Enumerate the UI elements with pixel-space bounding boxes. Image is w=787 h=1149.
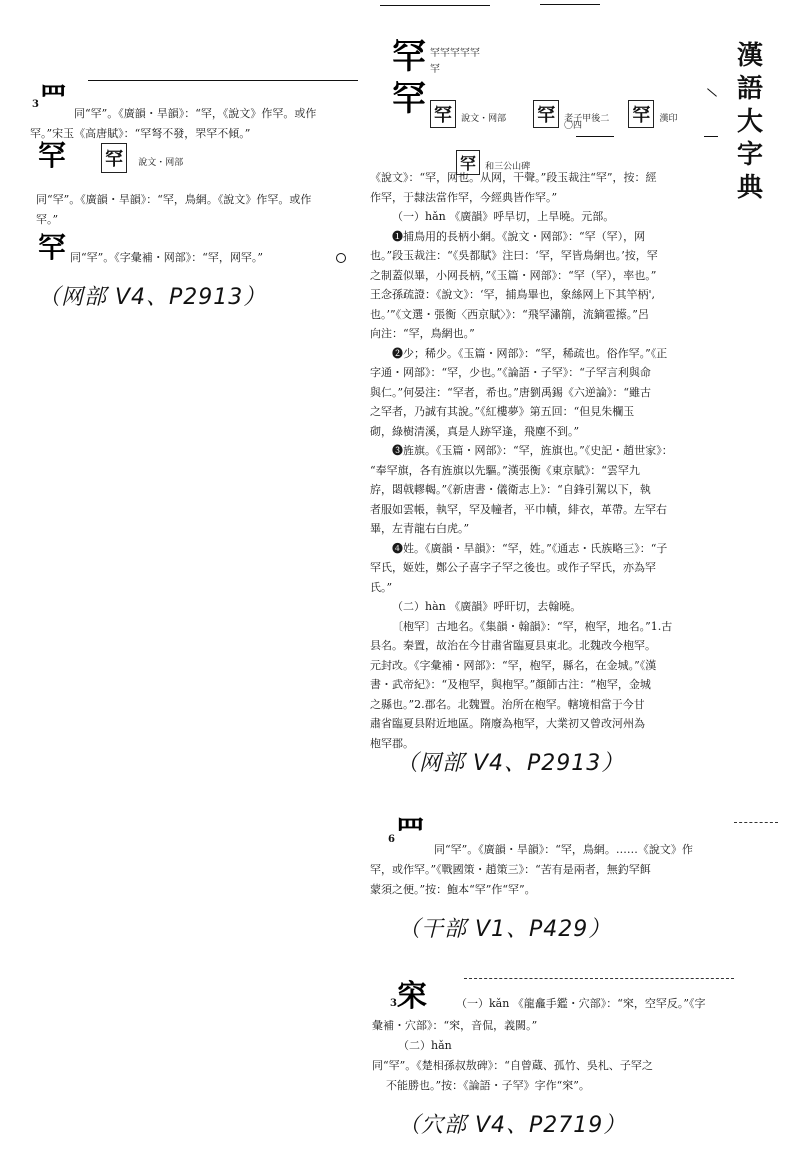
text-line: 罕氏，姬姓，鄭公子喜字子罕之後也。或作子罕氏，亦為罕	[370, 561, 656, 574]
text-line: 氏。”	[370, 580, 393, 594]
text-line: 《說文》：“罕，网也。从网，干聲。”段玉裁注“罕”，按：經	[370, 171, 657, 184]
text-line: ❹姓。《廣韻・旱韻》：“罕，姓。”《通志・氏族略三》：“子	[392, 541, 668, 555]
seal-source: 〇四	[564, 121, 583, 131]
text-line: 者服如雲帳，執罕，罕及幢者，平巾幘，緋衣，革帶。左罕右	[370, 502, 667, 516]
handwritten-note: （网部 V4、P2913）	[396, 751, 625, 776]
headword: 罕	[38, 231, 67, 264]
seal-form-icon: 罕	[101, 143, 127, 173]
text-line: 元封改。《字彙補・网部》：“罕，枹罕，縣名，在金城。”《漢	[370, 658, 657, 672]
text-line: 向注：“罕，鳥網也。”	[370, 327, 475, 340]
handwritten-note: （穴部 V4、P2719）	[398, 1113, 627, 1138]
stroke-number: 6	[388, 834, 395, 845]
text-line: 彙補・穴部》：“穼，音侃，義闕。”	[372, 1019, 538, 1032]
stroke-number: 3	[32, 99, 39, 110]
headword: 罒	[38, 81, 67, 114]
text-line: 枹罕郡。	[370, 736, 414, 750]
seal-source: 和三公山碑	[485, 162, 531, 172]
entry-mid-text	[370, 840, 770, 900]
title-char: 語	[736, 74, 763, 104]
text-line: ❸旌旗。《玉篇・网部》：“罕，旌旗也。”《史記・趙世家》：	[392, 444, 673, 457]
title-char: 字	[736, 140, 763, 170]
text-line: 之罕者，乃誠有其說。”《紅樓夢》第五回：“但見朱欄玉	[370, 405, 635, 418]
rule	[707, 88, 717, 96]
variant-forms: 罕罕罕罕罕	[430, 48, 480, 59]
entry-bottom	[390, 979, 427, 1014]
text-line: 同“罕”。《廣韻・旱韻》：“罕，《說文》作罕。或作	[74, 107, 317, 120]
text-line: ❶捕鳥用的長柄小網。《說文・网部》：“罕（罕），网	[392, 229, 646, 243]
text-line: 也。”段玉裁注：“《吳都賦》注曰：‘罕，罕皆鳥網也。’按，罕	[370, 249, 658, 262]
entry-left-2-text	[36, 190, 366, 230]
seal-source: 老子甲後二	[564, 114, 610, 124]
main-headword-1	[392, 37, 426, 77]
entry-bottom-text	[372, 1016, 772, 1096]
text-line: 之縣也。”2.郡名。北魏置。治所在枹罕。轄境相當于今甘	[370, 697, 645, 711]
seal-source: 漢印	[659, 114, 678, 124]
dashed-rule	[464, 978, 734, 979]
headword: 罒	[394, 815, 425, 850]
seal-form-icon: 罕	[430, 100, 456, 128]
text-line: 同“罕”。《楚相孫叔敖碑》：“自曾蔵、孤竹、吳札、子罕之	[372, 1059, 653, 1072]
text-line: 作罕，于隸法當作罕，今經典皆作罕。”	[370, 190, 558, 204]
title-char: 典	[736, 173, 763, 203]
text-line: （一）kǎn 《龍龕手鑑・穴部》：“穼，空罕反。”《字	[456, 997, 706, 1010]
seal-source: 說文・网部	[138, 158, 184, 168]
text-line: 罕，或作罕。”《戰國策・趙策三》：“苦有是兩者，無釣罕餌	[370, 863, 651, 876]
text-line: 與仁。”何晏注：“罕者，希也。”唐劉禹錫《六逆論》：“雖古	[370, 385, 651, 399]
text-line: 之制蓋似畢，小网長柄，”《玉篇・网部》：“罕（罕），率也。”	[370, 268, 657, 282]
text-line: 同“罕”。《廣韻・旱韻》：“罕，鳥網。……《說文》作	[434, 843, 693, 856]
handwritten-note: （干部 V1、P429）	[398, 917, 612, 942]
headword: 罕	[392, 79, 426, 119]
seal-source: 說文・网部	[461, 114, 507, 124]
text-line: 同“罕”。《廣韻・旱韻》：“罕，鳥網。《說文》作罕。或作	[36, 193, 312, 206]
rule	[704, 136, 718, 137]
left-rule	[88, 80, 358, 81]
text-line: 字通・网部》：“罕，少也。”《論語・子罕》：“子罕言利與命	[370, 366, 651, 379]
text-line: （一）hǎn 《廣韻》呼旱切，上旱曉。元部。	[392, 210, 615, 223]
dashed-rule	[734, 822, 778, 823]
text-line: 同“罕”。《字彙補・网部》：“罕，网罕。”	[70, 251, 263, 264]
text-line: 斿，閟戟轇輵。”《新唐書・儀衛志上》：“自鋒引駕以下，執	[370, 483, 651, 496]
entry-left-1-text	[30, 104, 360, 144]
text-line: 蒙須之便。”按：鮑本“罕”作“罕”。	[370, 883, 536, 896]
text-line: 〔枹罕〕古地名。《集韻・翰韻》：“罕，枹罕，地名。”1.古	[392, 619, 673, 633]
text-line: （二）hàn 《廣韻》呼旰切，去翰曉。	[392, 600, 582, 613]
text-line: （二）hǎn	[398, 1039, 452, 1052]
text-line: 砌，綠樹清溪，真是人跡罕逢，飛塵不到。”	[370, 424, 580, 438]
seal-form-icon: 罕	[628, 100, 654, 128]
main-entry-body	[370, 168, 720, 753]
headword: 穼	[396, 979, 427, 1014]
entry-bottom-line-1	[456, 994, 776, 1014]
top-rule	[540, 4, 600, 5]
text-line: 也。’”《文選・張衡〈西京賦〉》：“飛罕潚箾，流鏑雹攃。”呂	[370, 307, 649, 321]
variant-forms: 罕	[430, 64, 440, 75]
text-line: 罕。”宋玉《高唐賦》：“罕弩不發，罘罕不傾。”	[30, 127, 251, 140]
text-line: 王念孫疏證：《說文》：‘罕，捕鳥畢也，象絲网上下其竿柄',	[370, 288, 656, 301]
entry-left-3	[38, 231, 67, 264]
text-line: 肅省臨夏县附近地區。隋廢為枹罕，大業初又曾改河州為	[370, 717, 645, 730]
text-line: ❷少；稀少。《玉篇・网部》：“罕，稀疏也。俗作罕。”《正	[392, 346, 668, 360]
top-rule	[380, 5, 490, 6]
main-headword-2	[392, 79, 426, 119]
entry-left-2	[38, 139, 184, 173]
text-line: 畢，左青龍右白虎。”	[370, 522, 470, 535]
rule	[576, 136, 614, 137]
seal-forms-row	[430, 100, 678, 128]
handwritten-note: （网部 V4、P2913）	[38, 285, 267, 310]
stroke-number: 3	[390, 998, 397, 1009]
text-line: 書・武帝紀》：“及枹罕，與枹罕。”顏師古注：“枹罕，金城	[370, 678, 651, 691]
headword: 罕	[38, 139, 67, 172]
headword: 罕	[392, 37, 426, 77]
text-line: 罕。”	[36, 213, 59, 226]
dictionary-title	[730, 40, 770, 205]
text-line: “奉罕旗，各有旌旗以先驅。”漢張衡《東京賦》：“雲罕九	[370, 463, 640, 477]
title-char: 大	[736, 107, 763, 137]
seal-form-icon: 罕	[533, 100, 559, 128]
text-line: 不能勝也。”按：《論語・子罕》字作“穼”。	[386, 1079, 590, 1092]
title-char: 漢	[736, 41, 763, 71]
entry-left-3-text	[70, 248, 350, 268]
text-line: 县名。秦置，故治在今甘肅省臨夏县東北。北魏改今枹罕。	[370, 639, 656, 652]
circle-mark-icon	[336, 253, 346, 263]
seal-form-icon: 罕	[456, 150, 480, 175]
